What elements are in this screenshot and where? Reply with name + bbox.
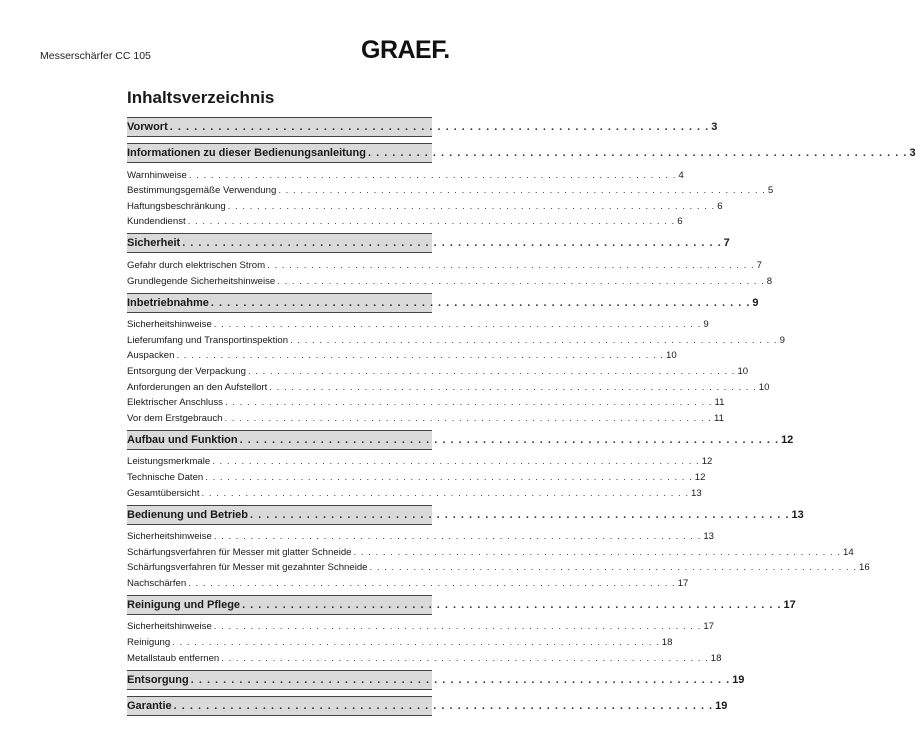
leader-dots: . . . . . . . . . . . . . . . . . . . . . . . . . . . . . . . . . . . . . . . . . . . . . . . . . . . . . . . . . . . . . . . . . . .: [277, 275, 765, 287]
leader-dots: . . . . . . . . . . . . . . . . . . . . . . . . . . . . . . . . . . . . . . . . . . . . . . . . . . . . . . . . . . . . . . . . . . .: [213, 319, 702, 331]
toc-section-heading: [127, 696, 728, 716]
toc-section: [127, 505, 870, 589]
toc-entry-text: Anforderungen an den Aufstellort: [127, 381, 268, 393]
toc-section-row-text: Entsorgung: [127, 673, 189, 686]
toc-section-row[interactable]: [127, 118, 718, 136]
leader-dots: . . . . . . . . . . . . . . . . . . . . . . . . . . . . . . . . . . . . . . . . . . . . . . . . . . . . . . . . . . . . . . . . . . .: [269, 381, 757, 393]
leader-dots: . . . . . . . . . . . . . . . . . . . . . . . . . . . . . . . . . . . . . . . . . . . . . . . . . . . . . . . . . . . . . . . . . . .: [188, 577, 676, 589]
toc-section: [127, 595, 796, 664]
leader-dots: . . . . . . . . . . . . . . . . . . . . . . . . . . . . . . . . . . . . . . . . . . . . . . . . . . . . . . . . . . . . . . . . . . .: [173, 699, 714, 712]
toc-section-row-text: Sicherheit: [127, 237, 181, 250]
toc-entry[interactable]: [127, 315, 709, 331]
toc-entry-page-number: 18: [710, 652, 722, 664]
toc-entry-text: Gesamtübersicht: [127, 487, 200, 499]
leader-dots: . . . . . . . . . . . . . . . . . . . . . . . . . . . . . . . . . . . . . . . . . . . . . . . . . . . . . . . . . . . . . . . . . . .: [201, 487, 690, 499]
toc-entry[interactable]: [127, 467, 706, 483]
toc-section-row-page-number: 9: [752, 296, 759, 309]
toc-entry[interactable]: [127, 255, 762, 271]
toc-section-row-text: Bedienung und Betrieb: [127, 508, 248, 521]
toc-entry-page-number: 5: [767, 185, 774, 197]
leader-dots: . . . . . . . . . . . . . . . . . . . . . . . . . . . . . . . . . . . . . . . . . . . . . . . . . . . . . . . . . . . . . . . . . . .: [224, 397, 713, 409]
toc-entry[interactable]: [127, 648, 722, 664]
toc-entry[interactable]: [127, 632, 673, 649]
toc-entry-text: Vor dem Erstgebrauch: [127, 412, 223, 424]
table-of-contents: [127, 117, 916, 722]
toc-section-row[interactable]: [127, 506, 804, 524]
leader-dots: . . . . . . . . . . . . . . . . . . . . . . . . . . . . . . . . . . . . . . . . . . . . . . . . . . . . . . . . . . . . . . . . . . .: [267, 259, 755, 271]
toc-entry-text: Gefahr durch elektrischen Strom: [127, 259, 266, 271]
toc-entry-page-number: 16: [859, 562, 870, 574]
toc-entry[interactable]: [127, 165, 684, 181]
toc-section: [127, 293, 785, 424]
toc-entry-text: Elektrischer Anschluss: [127, 397, 223, 409]
toc-entry[interactable]: [127, 408, 724, 424]
leader-dots: . . . . . . . . . . . . . . . . . . . . . . . . . . . . . . . . . . . . . . . . . . . . . . . . . . . . . . . . . . . . . . . . . . .: [242, 598, 782, 611]
toc-entry-page-number: 13: [691, 487, 702, 499]
toc-entry-text: Leistungsmerkmale: [127, 456, 211, 468]
toc-section-row-page-number: 17: [783, 598, 796, 611]
toc-entry-text: Haftungsbeschränkung: [127, 200, 226, 212]
toc-entry-text: Reinigung: [127, 637, 171, 649]
toc-section-row-text: Aufbau und Funktion: [127, 433, 238, 446]
toc-section-row-page-number: 19: [732, 673, 745, 686]
toc-title: Inhaltsverzeichnis: [127, 88, 275, 107]
toc-section-row[interactable]: [127, 431, 794, 449]
toc-section-heading: [127, 233, 730, 253]
toc-section: [127, 696, 728, 716]
leader-dots: . . . . . . . . . . . . . . . . . . . . . . . . . . . . . . . . . . . . . . . . . . . . . . . . . . . . . . . . . . . . . . . . . . .: [224, 412, 712, 424]
toc-entry-text: Bestimmungsgemäße Verwendung: [127, 185, 277, 197]
leader-dots: . . . . . . . . . . . . . . . . . . . . . . . . . . . . . . . . . . . . . . . . . . . . . . . . . . . . . . . . . . . . . . . . . . .: [369, 562, 858, 574]
toc-entry-text: Metallstaub entfernen: [127, 652, 220, 664]
leader-dots: . . . . . . . . . . . . . . . . . . . . . . . . . . . . . . . . . . . . . . . . . . . . . . . . . . . . . . . . . . . . . . . . . . .: [212, 456, 700, 468]
document-header-product: Messerschärfer CC 105: [40, 50, 151, 62]
toc-section-row-page-number: 3: [909, 147, 916, 159]
leader-dots: . . . . . . . . . . . . . . . . . . . . . . . . . . . . . . . . . . . . . . . . . . . . . . . . . . . . . . . . . . . . . . . . . . .: [190, 673, 731, 686]
toc-entry[interactable]: [127, 346, 677, 362]
toc-entry-page-number: 6: [677, 216, 683, 228]
toc-entry-page-number: 8: [766, 275, 773, 287]
toc-section: [127, 117, 718, 137]
toc-entry-text: Lieferumfang und Transportinspektion: [127, 334, 289, 346]
toc-section-row-page-number: 13: [791, 508, 804, 521]
toc-entry-text: Schärfungsverfahren für Messer mit gezahnter Schneide: [127, 562, 368, 574]
toc-entry-page-number: 11: [713, 412, 724, 424]
toc-entry-page-number: 10: [737, 365, 749, 377]
leader-dots: . . . . . . . . . . . . . . . . . . . . . . . . . . . . . . . . . . . . . . . . . . . . . . . . . . . . . . . . . . . . . . . . . . .: [182, 237, 722, 250]
leader-dots: . . . . . . . . . . . . . . . . . . . . . . . . . . . . . . . . . . . . . . . . . . . . . . . . . . . . . . . . . . . . . . . . . . .: [278, 185, 766, 197]
toc-section-row-text: Vorwort: [127, 121, 168, 133]
toc-section-heading: [127, 143, 916, 163]
toc-entry[interactable]: [127, 393, 725, 409]
toc-entry-text: Warnhinweise: [127, 169, 187, 181]
toc-entry-text: Nachschärfen: [127, 577, 187, 589]
toc-entry-page-number: 11: [714, 397, 725, 409]
toc-section-heading: [127, 430, 794, 450]
toc-section: [127, 233, 773, 287]
toc-entry[interactable]: [127, 558, 870, 574]
leader-dots: . . . . . . . . . . . . . . . . . . . . . . . . . . . . . . . . . . . . . . . . . . . . . . . . . . . . . . . . . . . . . . . . . . .: [213, 531, 702, 543]
toc-entry[interactable]: [127, 483, 702, 499]
toc-section-heading: [127, 670, 745, 690]
toc-entry-text: Auspacken: [127, 350, 175, 362]
toc-section-heading: [127, 117, 718, 137]
toc-section-row-page-number: 3: [711, 121, 718, 133]
toc-section-row[interactable]: [127, 697, 728, 715]
toc-entry-text: Sicherheitshinweise: [127, 621, 212, 633]
toc-entry[interactable]: [127, 452, 713, 468]
toc-entry-page-number: 14: [843, 546, 854, 558]
toc-entry[interactable]: [127, 271, 773, 287]
toc-entry[interactable]: [127, 330, 785, 346]
toc-entry[interactable]: [127, 212, 683, 228]
leader-dots: . . . . . . . . . . . . . . . . . . . . . . . . . . . . . . . . . . . . . . . . . . . . . . . . . . . . . . . . . . . . . . . . . . .: [205, 471, 693, 483]
leader-dots: . . . . . . . . . . . . . . . . . . . . . . . . . . . . . . . . . . . . . . . . . . . . . . . . . . . . . . . . . . . . . . . . . . .: [213, 621, 702, 633]
toc-entry-text: Entsorgung der Verpackung: [127, 365, 246, 377]
toc-entry-page-number: 12: [701, 456, 713, 468]
leader-dots: . . . . . . . . . . . . . . . . . . . . . . . . . . . . . . . . . . . . . . . . . . . . . . . . . . . . . . . . . . . . . . . . . . .: [176, 350, 664, 362]
leader-dots: . . . . . . . . . . . . . . . . . . . . . . . . . . . . . . . . . . . . . . . . . . . . . . . . . . . . . . . . . . . . . . . . . . .: [172, 637, 660, 649]
leader-dots: . . . . . . . . . . . . . . . . . . . . . . . . . . . . . . . . . . . . . . . . . . . . . . . . . . . . . . . . . . . . . . . . . . .: [367, 147, 908, 159]
toc-section: [127, 670, 745, 690]
toc-section-row-text: Informationen zu dieser Bedienungsanleitung: [127, 147, 366, 159]
leader-dots: . . . . . . . . . . . . . . . . . . . . . . . . . . . . . . . . . . . . . . . . . . . . . . . . . . . . . . . . . . . . . . . . . . .: [221, 652, 709, 664]
leader-dots: . . . . . . . . . . . . . . . . . . . . . . . . . . . . . . . . . . . . . . . . . . . . . . . . . . . . . . . . . . . . . . . . . . .: [247, 365, 736, 377]
toc-section-row-page-number: 19: [715, 699, 728, 712]
toc-entry-page-number: 9: [779, 334, 785, 346]
toc-section-row-page-number: 12: [781, 433, 794, 446]
toc-section-row[interactable]: [127, 671, 745, 689]
toc-section-row-page-number: 7: [723, 237, 730, 250]
toc-section: [127, 143, 916, 228]
toc-entry-text: Schärfungsverfahren für Messer mit glatter Schneide: [127, 546, 352, 558]
toc-section-row[interactable]: [127, 294, 759, 312]
brand-logo: GRAEF.: [361, 36, 450, 64]
toc-entry-page-number: 10: [758, 381, 770, 393]
toc-entry-text: Kundendienst: [127, 216, 186, 228]
leader-dots: . . . . . . . . . . . . . . . . . . . . . . . . . . . . . . . . . . . . . . . . . . . . . . . . . . . . . . . . . . . . . . . . . . .: [239, 433, 780, 446]
toc-section-row-text: Inbetriebnahme: [127, 296, 209, 309]
toc-entry[interactable]: [127, 377, 770, 393]
toc-entry[interactable]: [127, 542, 854, 558]
toc-section-heading: [127, 293, 759, 313]
toc-section-row[interactable]: [127, 144, 916, 162]
toc-section: [127, 430, 794, 499]
leader-dots: . . . . . . . . . . . . . . . . . . . . . . . . . . . . . . . . . . . . . . . . . . . . . . . . . . . . . . . . . . . . . . . . . . .: [169, 121, 710, 133]
toc-entry-page-number: 18: [661, 637, 673, 649]
toc-entry-page-number: 17: [703, 621, 714, 633]
toc-entry-text: Sicherheitshinweise: [127, 319, 212, 331]
toc-entry[interactable]: [127, 361, 749, 377]
toc-entry[interactable]: [127, 573, 689, 589]
toc-entry-page-number: 7: [756, 259, 762, 271]
toc-entry-page-number: 9: [703, 319, 709, 331]
leader-dots: . . . . . . . . . . . . . . . . . . . . . . . . . . . . . . . . . . . . . . . . . . . . . . . . . . . . . . . . . . . . . . . . . . .: [188, 169, 677, 181]
toc-entry[interactable]: [127, 196, 723, 212]
leader-dots: . . . . . . . . . . . . . . . . . . . . . . . . . . . . . . . . . . . . . . . . . . . . . . . . . . . . . . . . . . . . . . . . . . .: [187, 216, 676, 228]
toc-section-row[interactable]: [127, 596, 796, 614]
toc-entry-page-number: 10: [665, 350, 677, 362]
leader-dots: . . . . . . . . . . . . . . . . . . . . . . . . . . . . . . . . . . . . . . . . . . . . . . . . . . . . . . . . . . . . . . . . . . .: [227, 200, 716, 212]
toc-entry-page-number: 6: [717, 200, 723, 212]
toc-entry-page-number: 4: [678, 169, 684, 181]
toc-section-row-text: Reinigung und Pflege: [127, 598, 241, 611]
toc-section-row[interactable]: [127, 234, 730, 252]
toc-entry-page-number: 17: [677, 577, 689, 589]
toc-entry-page-number: 12: [694, 471, 706, 483]
leader-dots: . . . . . . . . . . . . . . . . . . . . . . . . . . . . . . . . . . . . . . . . . . . . . . . . . . . . . . . . . . . . . . . . . . .: [210, 296, 751, 309]
toc-section-heading: [127, 505, 804, 525]
leader-dots: . . . . . . . . . . . . . . . . . . . . . . . . . . . . . . . . . . . . . . . . . . . . . . . . . . . . . . . . . . . . . . . . . . .: [290, 334, 778, 346]
toc-section-heading: [127, 595, 796, 615]
toc-entry-page-number: 13: [703, 531, 714, 543]
toc-entry-text: Technische Daten: [127, 471, 204, 483]
toc-entry-text: Grundlegende Sicherheitshinweise: [127, 275, 276, 287]
leader-dots: . . . . . . . . . . . . . . . . . . . . . . . . . . . . . . . . . . . . . . . . . . . . . . . . . . . . . . . . . . . . . . . . . . .: [250, 508, 790, 521]
leader-dots: . . . . . . . . . . . . . . . . . . . . . . . . . . . . . . . . . . . . . . . . . . . . . . . . . . . . . . . . . . . . . . . . . . .: [353, 546, 842, 558]
toc-entry[interactable]: [127, 181, 774, 197]
toc-entry-text: Sicherheitshinweise: [127, 531, 212, 543]
toc-section-row-text: Garantie: [127, 699, 172, 712]
toc-entry[interactable]: [127, 527, 714, 543]
toc-entry[interactable]: [127, 617, 714, 633]
